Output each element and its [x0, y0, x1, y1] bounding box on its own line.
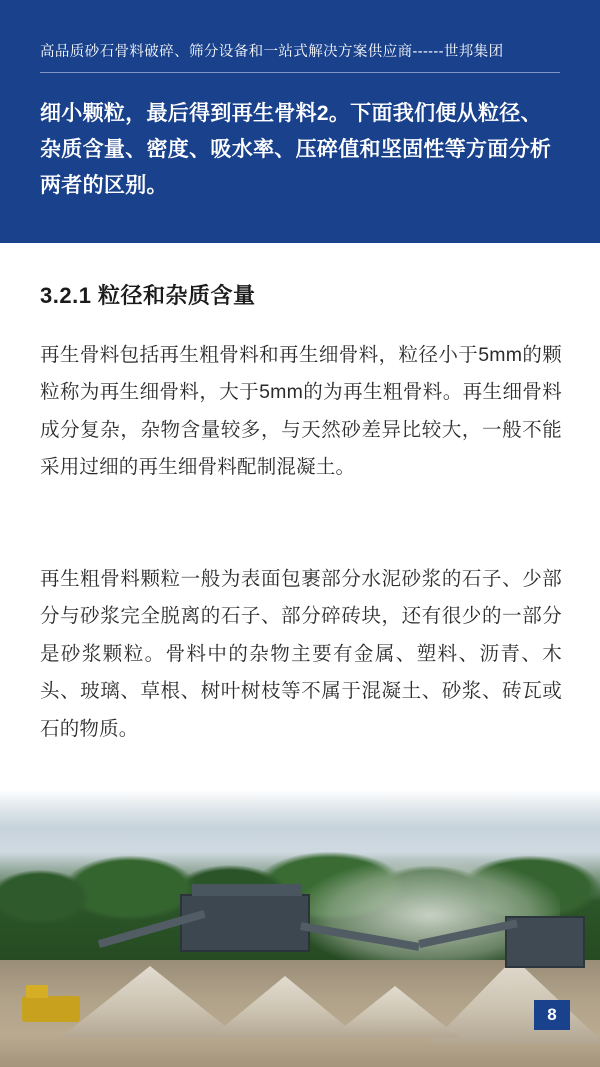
body-paragraph-2: 再生粗骨料颗粒一般为表面包裹部分水泥砂浆的石子、少部分与砂浆完全脱离的石子、部分碎砖块，还有很少的一部分是砂浆颗粒。骨料中的杂物主要有金属、塑料、沥青、木头、玻璃、草根、树叶树枝等不属于混凝土、砂浆、砖瓦或石的物质。	[40, 568, 562, 740]
page-number-badge: 8	[534, 1000, 570, 1030]
crushing-plant	[180, 894, 310, 952]
photo-top-fade	[0, 790, 600, 828]
banner-divider	[40, 72, 560, 73]
top-banner	[0, 0, 600, 243]
section-heading: 3.2.1 粒径和杂质含量	[40, 283, 256, 308]
banner-header-text: 高品质砂石骨料破碎、筛分设备和一站式解决方案供应商------世邦集团	[40, 44, 504, 60]
banner-lead-paragraph: 细小颗粒，最后得到再生骨料2。下面我们便从粒径、杂质含量、密度、吸水率、压碎值和坚固性等方面分析两者的区别。	[40, 102, 552, 198]
document-body	[0, 243, 600, 811]
loader-truck	[22, 996, 80, 1022]
site-photograph	[0, 790, 600, 1067]
body-paragraph-1: 再生骨料包括再生粗骨料和再生细骨料，粒径小于5mm的颗粒称为再生细骨料，大于5mm的为再生粗骨料。再生细骨料成分复杂，杂物含量较多，与天然砂差异比较大，一般不能采用过细的再生细骨料配制混凝土。	[40, 344, 562, 479]
